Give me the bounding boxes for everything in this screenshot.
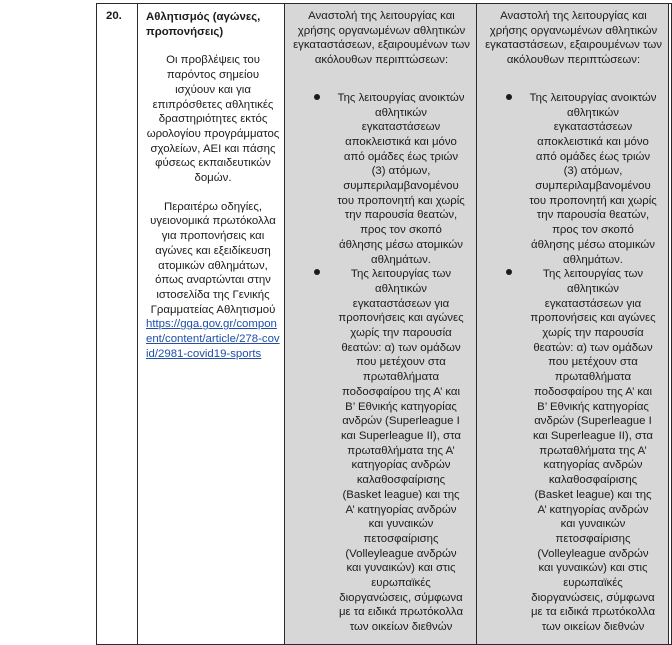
list-item (483, 267, 664, 635)
list-item-text: Της λειτουργίας ανοικτών αθλητικών εγκαταστάσεων αποκλειστικά και μόνο από ομάδες έως τριών (3) ατόμων, συμπεριλαμβανομένου του προπονητή και χωρίς την παρουσία θεατών, προς τον σκοπό άθλησης μέσω ατομικών αθλημάτων. (337, 91, 465, 266)
activity-description: Οι προβλέψεις του παρόντος σημείου ισχύουν και για επιπρόσθετες αθλητικές δραστηριότητες εκτός ωρολογίου προγράμματος σχολείων, ΑΕΙ και πάσης φύσεως εκπαιδευτικών δομών. (146, 54, 280, 185)
guidelines-text: Περαιτέρω οδηγίες, υγειονομικά πρωτόκολλα για προπονήσεις και αγώνες και εξειδίκευση ατομικών αθλημάτων, όπως αναρτώνται στην ιστοσελίδα της Γενικής Γραμματείας Αθλητισμού (150, 200, 276, 316)
list-item-text: Της λειτουργίας των αθλητικών εγκαταστάσεων για προπονήσεις και αγώνες χωρίς την παρουσία θεατών: α) των ομάδων που μετέχουν στα πρωταθλήματα ποδοσφαίρου της Α’ και Β’ Εθνικής κατηγορίας ανδρών (Superleague I και Superleague II), στα πρωταθλήματα της Α’ κατηγορίας ανδρών καλαθοσφαίρισης (Basket league) και της Α’ κατηγορίας ανδρών και γυναικών πετοσφαίρισης (Volleyleague ανδρών και γυναικών) και στις ευρωπαϊκές διοργανώσεις, σύμφωνα με τα ειδικά πρωτόκολλα των οικείων διεθνών (338, 268, 464, 634)
guidelines-paragraph (146, 200, 280, 362)
row-number: 20. (106, 10, 122, 22)
measures-cell-a (285, 4, 477, 645)
measures-intro-b: Αναστολή της λειτουργίας και χρήσης οργανωμένων αθλητικών εγκαταστάσεων, εξαιρουμένων των ακόλουθων περιπτώσεων: (485, 10, 662, 67)
measures-table (96, 3, 672, 645)
list-item (483, 82, 664, 267)
list-item-text: Της λειτουργίας των αθλητικών εγκαταστάσεων για προπονήσεις και αγώνες χωρίς την παρουσία θεατών: α) των ομάδων που μετέχουν στα πρωταθλήματα ποδοσφαίρου της Α’ και Β’ Εθνικής κατηγορίας ανδρών (Superleague I και Superleague II), στα πρωταθλήματα της Α’ κατηγορίας ανδρών καλαθοσφαίρισης (Basket league) και της Α’ κατηγορίας ανδρών και γυναικών πετοσφαίρισης (Volleyleague ανδρών και γυναικών) και στις ευρωπαϊκές διοργανώσεις, σύμφωνα με τα ειδικά πρωτόκολλα των οικείων διεθνών (530, 268, 656, 634)
measures-list-b (483, 82, 664, 635)
table-edge-cell (669, 4, 672, 645)
bullet-icon (506, 94, 512, 100)
list-item-text: Της λειτουργίας ανοικτών αθλητικών εγκαταστάσεων αποκλειστικά και μόνο από ομάδες έως τριών (3) ατόμων, συμπεριλαμβανομένου του προπονητή και χωρίς την παρουσία θεατών, προς τον σκοπό άθλησης μέσω ατομικών αθλημάτων. (529, 91, 657, 266)
measures-list-a (291, 82, 472, 635)
list-item (291, 82, 472, 267)
bullet-icon (314, 94, 320, 100)
row-number-cell (97, 4, 138, 645)
activity-title: Αθλητισμός (αγώνες, προπονήσεις) (146, 11, 261, 38)
measures-intro-a: Αναστολή της λειτουργίας και χρήσης οργανωμένων αθλητικών εγκαταστάσεων, εξαιρουμένων των ακόλουθων περιπτώσεων: (293, 10, 470, 67)
list-item (291, 267, 472, 635)
table-row (97, 4, 672, 645)
gga-covid-sports-link[interactable]: https://gga.gov.gr/component/content/article/278-covid/2981-covid19-sports (146, 318, 280, 360)
bullet-icon (314, 269, 320, 275)
activity-cell (138, 4, 285, 645)
bullet-icon (506, 269, 512, 275)
measures-cell-b (477, 4, 669, 645)
